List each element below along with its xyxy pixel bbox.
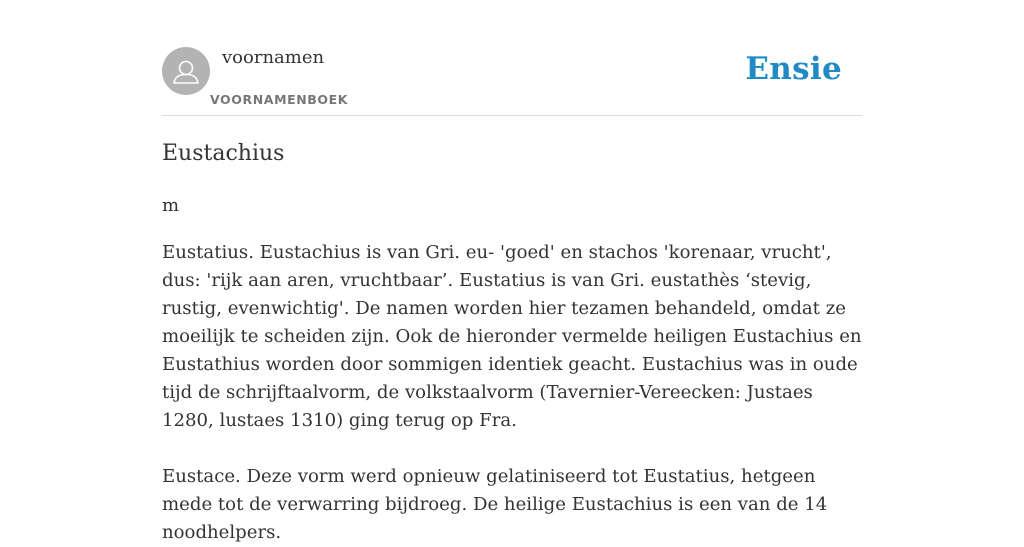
- user-name-link[interactable]: voornamen: [222, 47, 325, 68]
- user-avatar-icon[interactable]: [162, 47, 210, 95]
- publication-link[interactable]: VOORNAMENBOEK: [210, 92, 349, 107]
- article-title: Eustachius: [162, 141, 285, 166]
- site-header: [162, 46, 862, 116]
- user-silhouette-icon: [162, 47, 210, 95]
- article-body: Eustatius. Eustachius is van Gri. eu- 'goed' en stachos 'korenaar, vrucht', dus: 'rijk aan aren, vruchtbaar’. Eustatius is van Gri. eustathès ‘stevig, rustig, evenwichtig'. De namen worden hier tezamen behandeld, omdat ze moeilijk te scheiden zijn. Ook de hieronder vermelde heiligen Eustachius en Eustathius worden door sommigen identiek geacht. Eustachius was in oude tijd de schrijftaalvorm, de volkstaalvorm (Tavernier-Vereecken: Justaes 1280, lustaes 1310) ging terug op Fra. Eustace. Deze vorm werd opnieuw gelatiniseerd tot Eustatius, hetgeen mede tot de verwarring bijdroeg. De heilige Eustachius is een van de 14 noodhelpers.: [162, 242, 862, 543]
- article-gender: m: [162, 195, 180, 216]
- brand-logo[interactable]: Ensie: [745, 51, 842, 87]
